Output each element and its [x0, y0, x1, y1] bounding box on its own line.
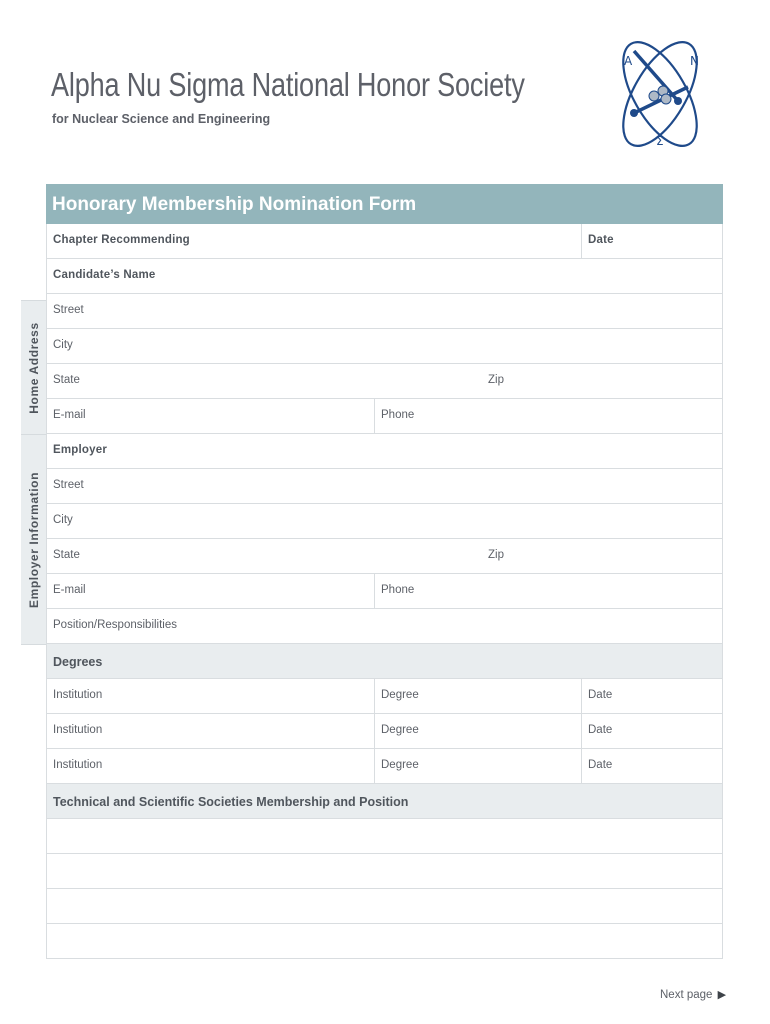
home-city-row — [46, 329, 723, 364]
degree-row — [46, 714, 723, 749]
employer-city-field[interactable]: City — [53, 514, 73, 526]
degrees-heading: Degrees — [53, 655, 103, 669]
home-zip-field[interactable]: Zip — [488, 374, 504, 386]
employer-street-field[interactable]: Street — [53, 479, 84, 491]
societies-entry-row[interactable] — [46, 819, 723, 854]
home-street-row — [46, 294, 723, 329]
position-responsibilities-field[interactable]: Position/Responsibilities — [53, 619, 178, 631]
societies-entry-row[interactable] — [46, 924, 723, 959]
institution-field[interactable]: Institution — [53, 689, 103, 701]
societies-heading-row — [46, 784, 723, 819]
home-state-row — [46, 364, 723, 399]
home-email-field[interactable]: E-mail — [53, 409, 86, 421]
date-field[interactable]: Date — [581, 224, 722, 258]
employer-state-field[interactable]: State — [53, 549, 80, 561]
employer-city-row — [46, 504, 723, 539]
chapter-row — [46, 224, 723, 259]
logo-letter-alpha: A — [624, 54, 633, 68]
degree-date-field[interactable]: Date — [581, 714, 722, 748]
degrees-heading-row — [46, 644, 723, 679]
degree-date-field[interactable]: Date — [581, 749, 722, 783]
employer-information-tab — [21, 434, 46, 645]
home-city-field[interactable]: City — [53, 339, 73, 351]
home-street-field[interactable]: Street — [53, 304, 84, 316]
employer-information-tab-label: Employer Information — [26, 471, 41, 608]
candidate-row — [46, 259, 723, 294]
position-row — [46, 609, 723, 644]
degree-field[interactable]: Degree — [374, 714, 581, 748]
employer-email-field[interactable]: E-mail — [53, 584, 86, 596]
employer-street-row — [46, 469, 723, 504]
chapter-recommending-field[interactable]: Chapter Recommending — [53, 234, 190, 246]
home-address-tab-label: Home Address — [26, 322, 41, 414]
employer-phone-field[interactable]: Phone — [374, 574, 722, 608]
logo-letter-nu: N — [690, 54, 699, 68]
page-title: Alpha Nu Sigma National Honor Society — [51, 66, 525, 103]
societies-heading: Technical and Scientific Societies Membership and Position — [53, 795, 409, 809]
institution-field[interactable]: Institution — [53, 724, 103, 736]
institution-field[interactable]: Institution — [53, 759, 103, 771]
home-email-row — [46, 399, 723, 434]
next-page-label: Next page — [660, 989, 713, 1001]
degree-field[interactable]: Degree — [374, 749, 581, 783]
form-title: Honorary Membership Nomination Form — [46, 184, 723, 224]
play-arrow-icon: ▶ — [717, 989, 727, 1001]
employer-state-row — [46, 539, 723, 574]
society-logo — [606, 33, 714, 155]
employer-row — [46, 434, 723, 469]
home-phone-field[interactable]: Phone — [374, 399, 722, 433]
employer-zip-field[interactable]: Zip — [488, 549, 504, 561]
logo-letter-sigma: Σ — [656, 134, 664, 148]
degree-row — [46, 749, 723, 784]
candidate-name-field[interactable]: Candidate’s Name — [53, 269, 156, 281]
employer-email-row — [46, 574, 723, 609]
degree-row — [46, 679, 723, 714]
degree-date-field[interactable]: Date — [581, 679, 722, 713]
next-page-link[interactable] — [660, 988, 726, 1001]
societies-entry-row[interactable] — [46, 889, 723, 924]
employer-field[interactable]: Employer — [53, 444, 108, 456]
societies-entry-row[interactable] — [46, 854, 723, 889]
home-state-field[interactable]: State — [53, 374, 80, 386]
page-subtitle: for Nuclear Science and Engineering — [52, 112, 271, 126]
nomination-form — [46, 184, 723, 959]
degree-field[interactable]: Degree — [374, 679, 581, 713]
home-address-tab — [21, 300, 46, 436]
